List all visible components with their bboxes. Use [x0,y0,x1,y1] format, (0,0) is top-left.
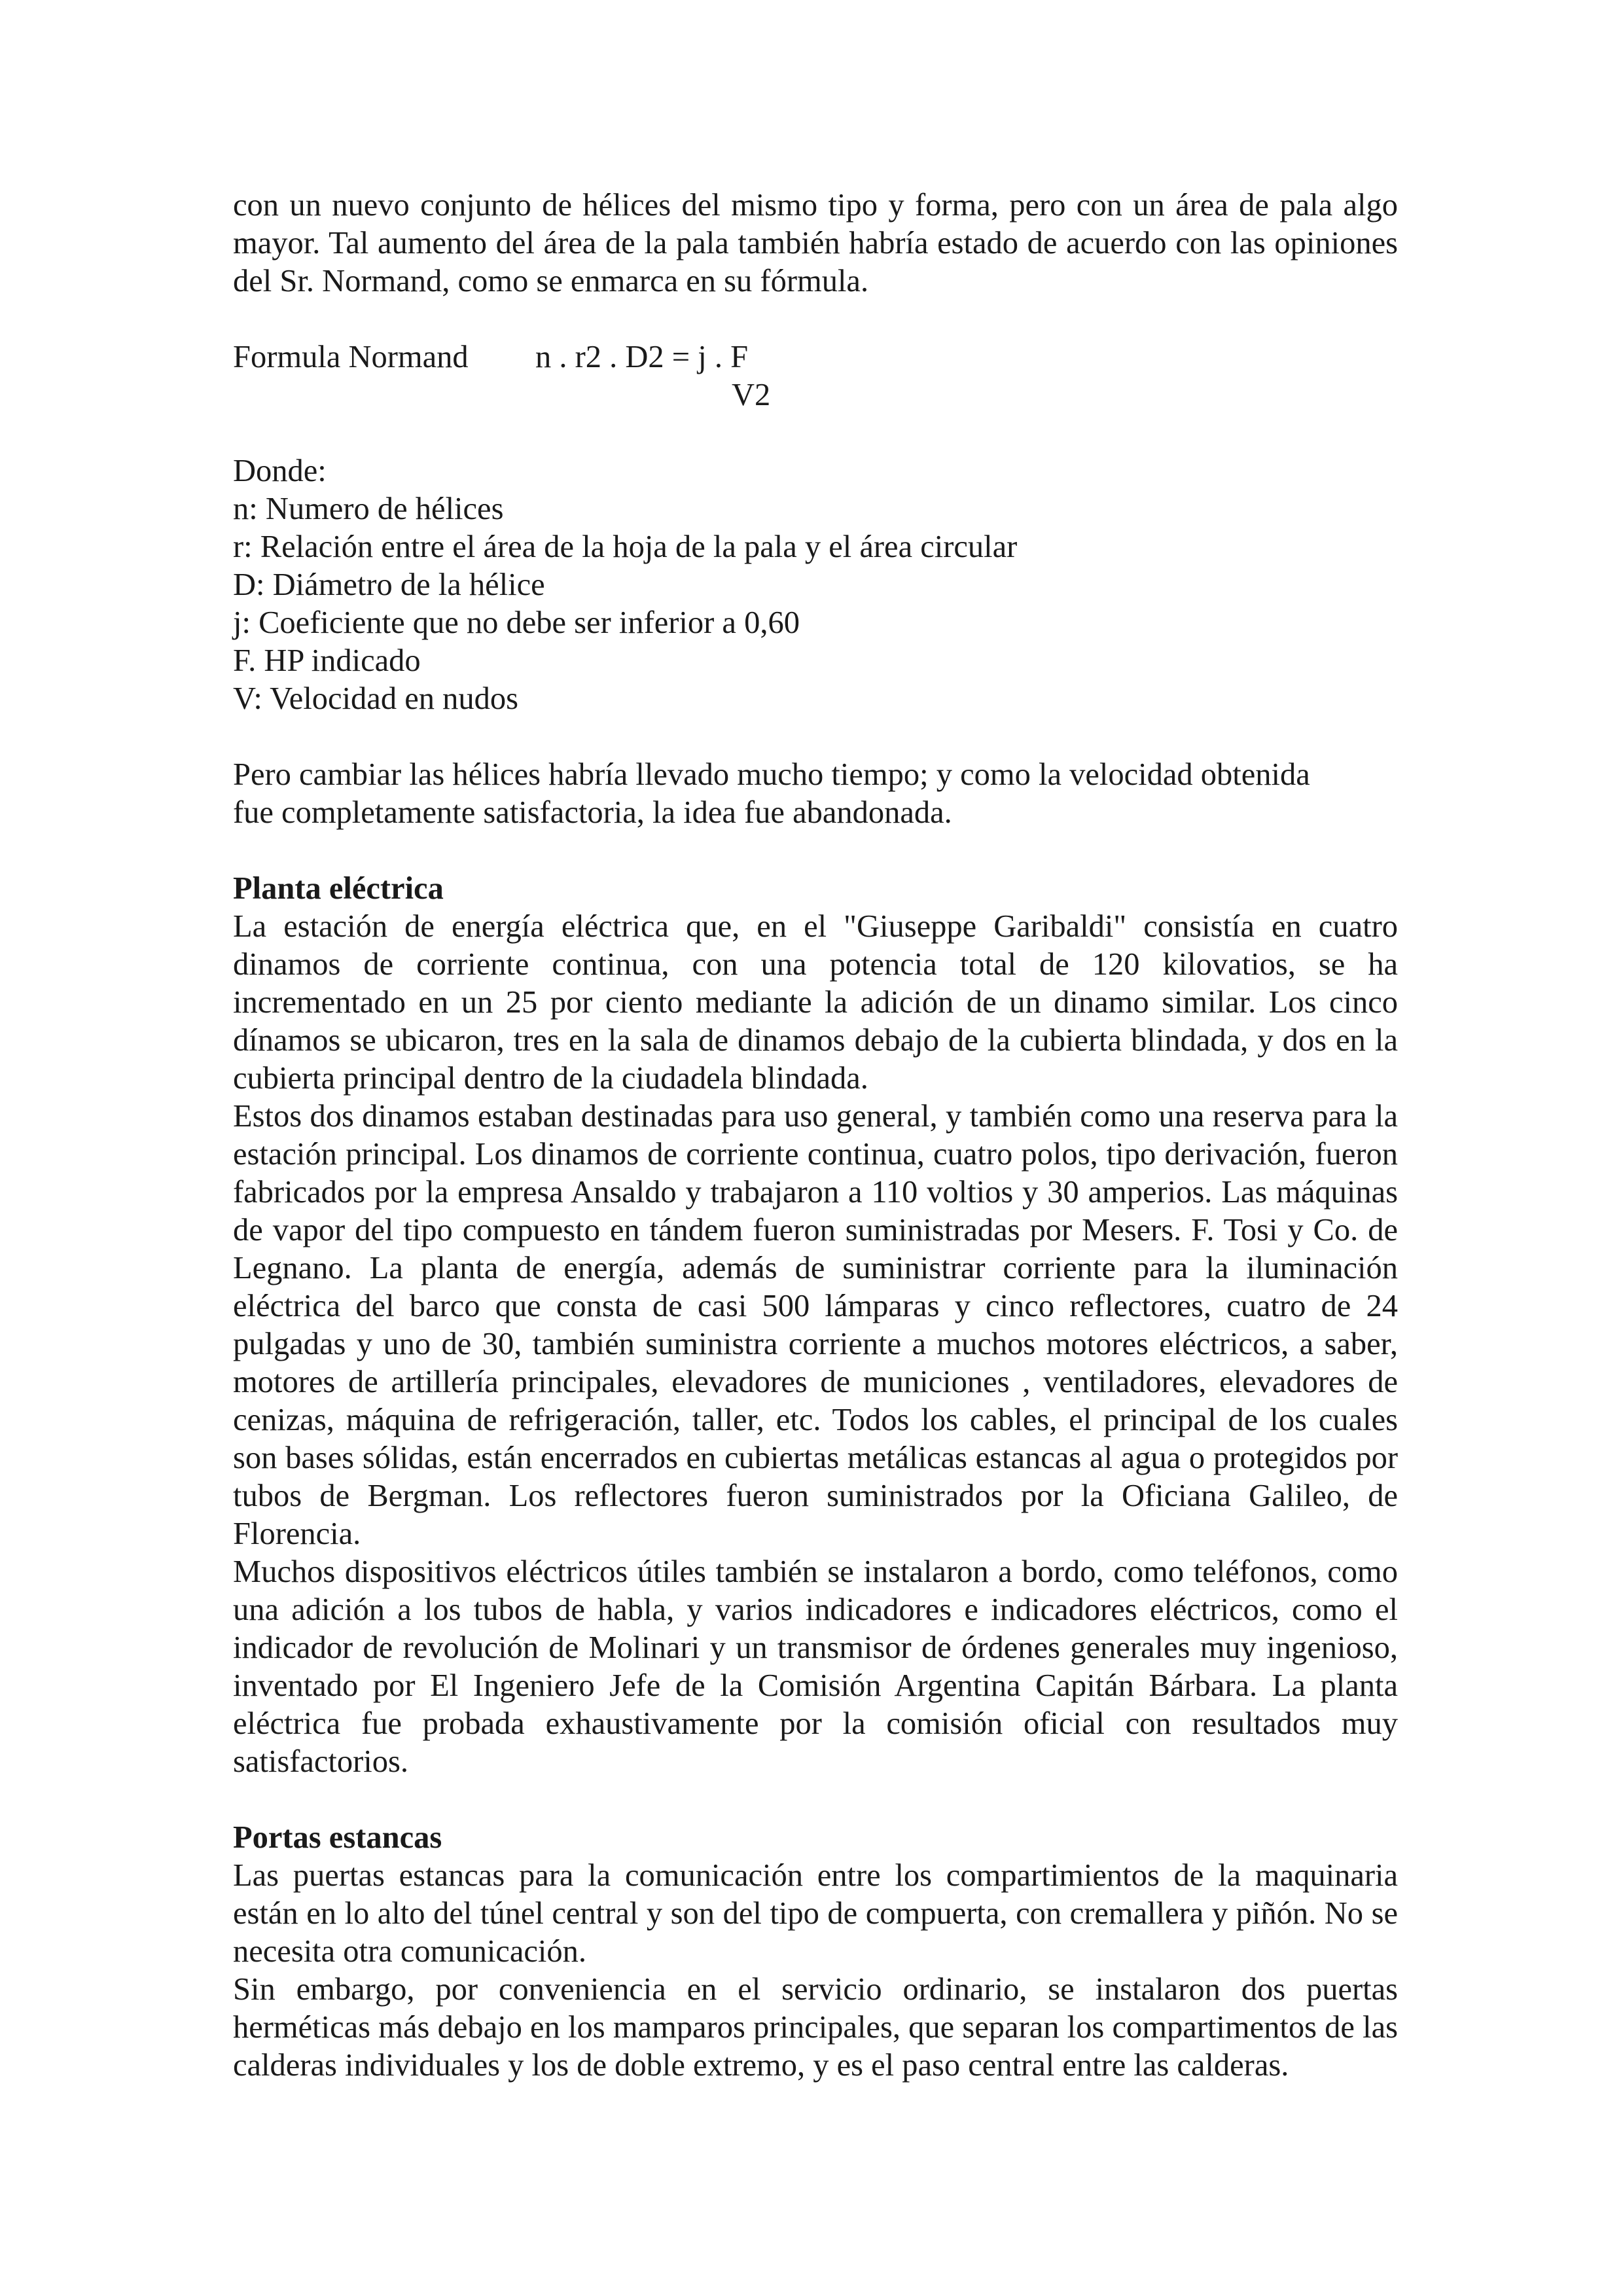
body-paragraph: Las puertas estancas para la comunicación entre los compartimientos de la maquinaria están en lo alto del túnel central y son del tipo de compuerta, con cremallera y piñón. No se necesita otra comunicación. [233,1858,1398,1969]
formula-expression: n . r2 . D2 = j . F [535,340,749,374]
closing-line: Pero cambiar las hélices habría llevado mucho tiempo; y como la velocidad obtenida [233,757,1310,792]
body-paragraph: Estos dos dinamos estaban destinadas para uso general, y también como una reserva para la estación principal. Los dinamos de corriente continua, cuatro polos, tipo derivación, fueron fabricados por la empresa Ansaldo y trabajaron a 110 voltios y 30 amperios. Las máquinas de vapor del tipo compuesto en tándem fueron suministradas por Mesers. F. Tosi y Co. de Legnano. La planta de energía, además de suministrar corriente para la iluminación eléctrica del barco que consta de casi 500 lámparas y cinco reflectores, cuatro de 24 pulgadas y uno de 30, también suministra corriente a muchos motores eléctricos, a saber, motores de artillería principales, elevadores de municiones , ventiladores, elevadores de cenizas, máquina de refrigeración, taller, etc. Todos los cables, el principal de los cuales son bases sólidas, están encerrados en cubiertas metálicas estancas al agua o protegidos por tubos de Bergman. Los reflectores fueron suministrados por la Oficiana Galileo, de Florencia. [233,1099,1398,1551]
formula-denominator: V2 [732,378,771,412]
definition-item-d: D: Diámetro de la hélice [233,567,545,602]
closing-paragraph [233,756,1398,832]
definition-item-r: r: Relación entre el área de la hoja de la pala y el área circular [233,529,1018,564]
spacer [233,300,1398,338]
section-planta-electrica [233,870,1398,1781]
spacer [233,1781,1398,1819]
section-heading: Planta eléctrica [233,871,444,906]
body-paragraph: Muchos dispositivos eléctricos útiles también se instalaron a bordo, como teléfonos, como una adición a los tubos de habla, y varios indicadores e indicadores eléctricos, como el indicador de revolución de Molinari y un transmisor de órdenes generales muy ingenioso, inventado por El Ingeniero Jefe de la Comisión Argentina Capitán Bárbara. La planta eléctrica fue probada exhaustivamente por la comisión oficial con resultados muy satisfactorios. [233,1554,1398,1779]
section-heading: Portas estancas [233,1820,442,1855]
definition-item-v: V: Velocidad en nudos [233,681,518,716]
section-portas-estancas [233,1819,1398,2085]
spacer [233,718,1398,756]
spacer [233,414,1398,452]
intro-paragraph: con un nuevo conjunto de hélices del mismo tipo y forma, pero con un área de pala algo mayor. Tal aumento del área de la pala también habría estado de acuerdo con las opiniones del Sr. Normand, como se enmarca en su fórmula. [233,188,1398,298]
definition-item-n: n: Numero de hélices [233,492,504,526]
body-paragraph: La estación de energía eléctrica que, en el "Giuseppe Garibaldi" consistía en cuatro dinamos de corriente continua, con una potencia total de 120 kilovatios, se ha incrementado en un 25 por ciento mediante la adición de un dinamo similar. Los cinco dínamos se ubicaron, tres en la sala de dinamos debajo de la cubierta blindada, y dos en la cubierta principal dentro de la ciudadela blindada. [233,909,1398,1096]
spacer [233,832,1398,870]
definition-item-j: j: Coeficiente que no debe ser inferior a 0,60 [233,605,800,640]
definitions-title: Donde: [233,454,327,488]
formula-label: Formula Normand [233,340,469,374]
normand-formula [233,338,1398,414]
document-page [233,187,1398,2085]
body-paragraph: Sin embargo, por conveniencia en el servicio ordinario, se instalaron dos puertas herméticas más debajo en los mamparos principales, que separan los compartimentos de las calderas individuales y los de doble extremo, y es el paso central entre las calderas. [233,1972,1398,2083]
definitions-list [233,452,1398,718]
closing-line: fue completamente satisfactoria, la idea fue abandonada. [233,795,952,830]
definition-item-f: F. HP indicado [233,643,421,678]
